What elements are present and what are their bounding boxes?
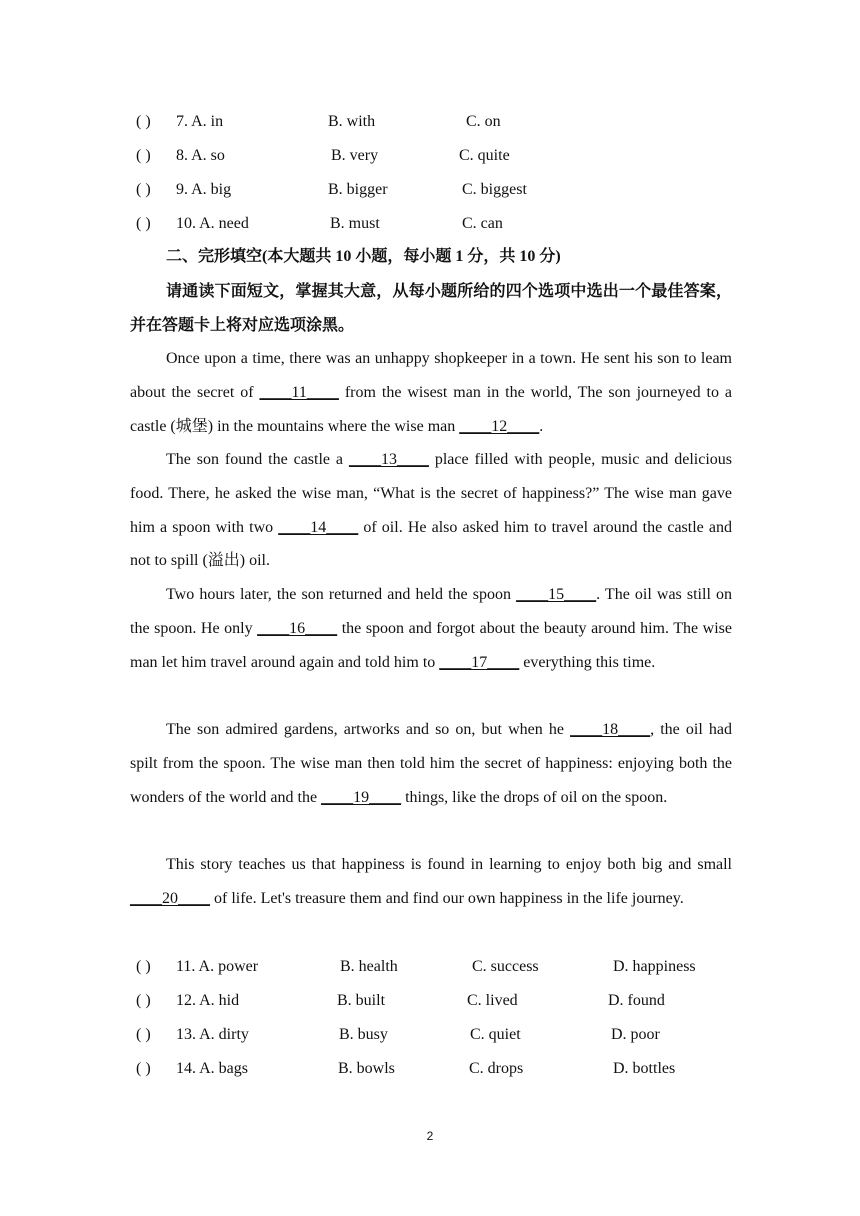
passage-text: from the wisest man in the world, The son journeyed to a castle (城堡) in the mountains where the wise man bbox=[130, 383, 732, 435]
answer-bracket: ( ) bbox=[136, 992, 151, 1009]
option-b: B. health bbox=[340, 958, 398, 975]
passage-paragraph-1 bbox=[130, 342, 732, 443]
passage-paragraph-3 bbox=[130, 578, 732, 679]
passage-text: the spoon and forgot about the beauty around him. The wise man let him travel around again and told him to bbox=[130, 619, 733, 671]
passage-text: The son found the castle a bbox=[166, 451, 349, 468]
blank-19: ____19____ bbox=[321, 788, 402, 806]
option-d: D. bottles bbox=[613, 1060, 676, 1077]
blank-13: ____13____ bbox=[348, 451, 429, 468]
passage-text: . bbox=[539, 417, 544, 435]
passage-text: of life. Let's treasure them and find our own happiness in the life journey. bbox=[210, 889, 684, 907]
answer-bracket: ( ) bbox=[136, 147, 151, 164]
option-a: 9. A. big bbox=[176, 181, 232, 198]
section-heading: 二、完形填空(本大题共 10 小题，每小题 1 分，共 10 分) bbox=[166, 248, 561, 265]
option-d: D. poor bbox=[611, 1026, 660, 1043]
option-c: C. biggest bbox=[462, 181, 527, 198]
page-number: 2 bbox=[426, 1129, 434, 1143]
blank-17: ____17____ bbox=[439, 653, 520, 671]
answer-bracket: ( ) bbox=[136, 1026, 151, 1043]
option-d: D. found bbox=[608, 992, 665, 1009]
option-b: B. very bbox=[331, 147, 379, 164]
question-8 bbox=[136, 144, 556, 168]
option-a: 7. A. in bbox=[176, 113, 224, 130]
passage-text: of oil. He also asked him to travel around the castle and not to spill (溢出) oil. bbox=[130, 518, 732, 570]
option-a: 13. A. dirty bbox=[176, 1026, 249, 1043]
option-a: 11. A. power bbox=[176, 958, 259, 975]
option-b: B. built bbox=[337, 992, 386, 1009]
answer-bracket: ( ) bbox=[136, 113, 151, 130]
passage-text: Two hours later, the son returned and held the spoon bbox=[166, 586, 517, 603]
question-13 bbox=[136, 1023, 716, 1047]
option-a: 8. A. so bbox=[176, 147, 225, 164]
passage-text: , the oil had spilt from the spoon. The wise man then told him the secret of happiness: enjoying both the wonders of the world and the bbox=[130, 721, 733, 806]
blank-20: ____20____ bbox=[130, 889, 210, 907]
option-b: B. bigger bbox=[328, 181, 388, 198]
answer-bracket: ( ) bbox=[136, 958, 151, 975]
passage-paragraph-5 bbox=[130, 848, 732, 916]
answer-bracket: ( ) bbox=[136, 181, 151, 198]
passage-paragraph-2 bbox=[130, 443, 732, 578]
option-c: C. quiet bbox=[470, 1026, 521, 1043]
option-a: 14. A. bags bbox=[176, 1060, 248, 1077]
question-14 bbox=[136, 1057, 716, 1081]
passage-text: The son admired gardens, artworks and so on, but when he bbox=[166, 721, 571, 738]
option-c: C. can bbox=[462, 215, 503, 232]
option-b: B. busy bbox=[339, 1026, 388, 1043]
blank-16: ____16____ bbox=[257, 619, 338, 637]
option-a: 12. A. hid bbox=[176, 992, 240, 1009]
option-c: C. drops bbox=[469, 1060, 524, 1077]
blank-14: ____14____ bbox=[278, 518, 359, 536]
answer-bracket: ( ) bbox=[136, 1060, 151, 1077]
option-c: C. success bbox=[472, 958, 539, 975]
passage-text: . The oil was still on the spoon. He only bbox=[130, 586, 733, 637]
option-d: D. happiness bbox=[613, 958, 696, 975]
question-10 bbox=[136, 212, 556, 236]
option-c: C. on bbox=[466, 113, 501, 130]
question-11 bbox=[136, 955, 716, 979]
instruction-text: 请通读下面短文，掌握其大意，从每小题所给的四个选项中选出一个最佳答案，并在答题卡上将对应选项涂黑。 bbox=[130, 283, 732, 334]
passage-text: This story teaches us that happiness is found in learning to enjoy both big and small bbox=[166, 856, 732, 873]
passage-text: everything this time. bbox=[519, 653, 656, 671]
blank-18: ____18____ bbox=[570, 721, 651, 738]
option-c: C. lived bbox=[467, 992, 518, 1009]
passage-text: place filled with people, music and delicious food. There, he asked the wise man, “What is the secret of happiness?” The wise man gave him a spoon with two bbox=[130, 451, 733, 536]
option-b: B. with bbox=[328, 113, 376, 130]
passage-paragraph-4 bbox=[130, 713, 732, 814]
blank-15: ____15____ bbox=[516, 586, 597, 603]
question-7 bbox=[136, 110, 556, 134]
passage-text: things, like the drops of oil on the spoon. bbox=[401, 788, 668, 806]
option-b: B. bowls bbox=[338, 1060, 395, 1077]
passage-text: Once upon a time, there was an unhappy shopkeeper in a town. He sent his son to leam about the secret of bbox=[130, 350, 732, 401]
question-12 bbox=[136, 989, 716, 1013]
answer-bracket: ( ) bbox=[136, 215, 151, 232]
option-c: C. quite bbox=[459, 147, 510, 164]
option-a: 10. A. need bbox=[176, 215, 249, 232]
option-b: B. must bbox=[330, 215, 380, 232]
blank-12: ____12____ bbox=[459, 417, 540, 435]
blank-11: ____11____ bbox=[259, 383, 339, 401]
question-9 bbox=[136, 178, 556, 202]
